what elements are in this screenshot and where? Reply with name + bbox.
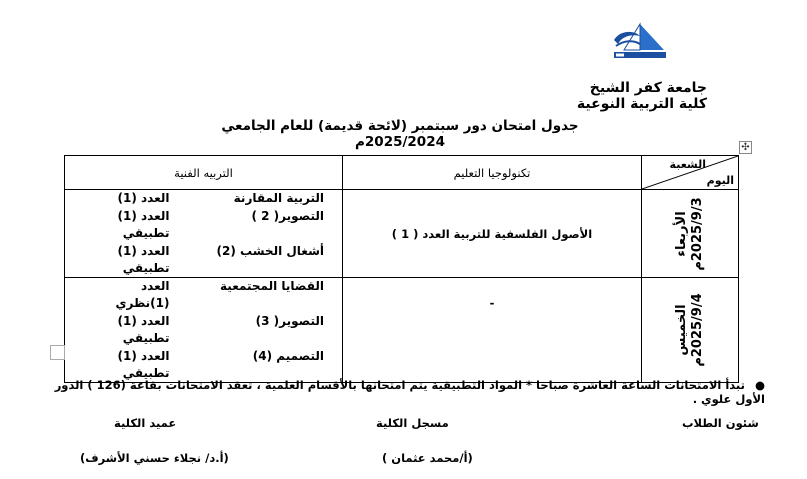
university-name: جامعة كفر الشيخ [589,80,707,96]
art-subject: التصميم (4) [252,349,324,363]
day-cell [642,190,739,278]
day-date: 2025/9/4م [690,293,705,367]
note-text: تبدأ الامتحانات الساعة العاشرة صباحا * المواد التطبيقية يتم امتحانها بالأقسام العلمية ، تعقد الامتحانات بقاعة (126 ) الدور الأول علوي . [54,378,765,406]
art-subject: التصوير( 3) [255,314,324,328]
tech-exam-cell: - [343,278,642,383]
column-header-tech: تكنولوجيا التعليم [343,156,642,190]
art-exam-cell [65,278,343,383]
art-subject: أشغال الخشب (2) [216,244,324,258]
art-subject: القضايا المجتمعية [220,279,324,293]
university-logo-icon [610,22,670,62]
bullet-icon: ● [754,378,765,392]
art-count: العدد (1) تطبيقي [117,244,170,275]
day-date: 2025/9/3م [690,196,705,271]
page-title: جدول امتحان دور سبتمبر (لائحة قديمة) للعام الجامعي 2025/2024م [221,118,579,150]
faculty-name: كلية التربية النوعية [576,96,707,112]
art-count: العدد (1) تطبيقي [117,349,170,380]
art-subject: التصوير( 2 ) [251,209,324,223]
exam-note [30,378,765,406]
signature-name-registrar: (أ/محمد عثمان ) [382,451,473,465]
signature-label-registrar: مسجل الكلية [376,416,449,430]
table-row [65,190,739,278]
corner-header-cell [642,156,739,190]
organization-header [577,80,707,112]
day-cell [642,278,739,383]
art-subject: التربية المقارنة [233,191,324,205]
signature-label-student-affairs: شئون الطلاب [682,416,759,430]
table-row [65,278,739,383]
day-label: اليوم [706,174,734,187]
column-header-art: التربيه الفنية [65,156,343,190]
signature-name-dean: (أ.د/ نجلاء حسني الأشرف) [80,451,229,465]
art-count: العدد (1) [117,191,170,205]
day-name: الخميس [674,304,689,356]
signature-label-dean: عميد الكلية [114,416,177,430]
art-count: العدد (1) تطبيقي [117,209,170,240]
tech-exam-cell: الأصول الفلسفية للتربية العدد ( 1 ) [343,190,642,278]
art-count: العدد (1) تطبيقي [117,314,170,345]
table-move-handle[interactable]: ✣ [739,141,752,154]
table-header-row [65,156,739,190]
division-label: الشعبة [669,158,706,171]
exam-schedule-table [64,155,739,383]
table-resize-handle[interactable] [50,345,65,360]
art-exam-cell [65,190,343,278]
day-name: الأربعاء [674,210,689,257]
art-count: العدد (1)نظري [115,279,170,310]
